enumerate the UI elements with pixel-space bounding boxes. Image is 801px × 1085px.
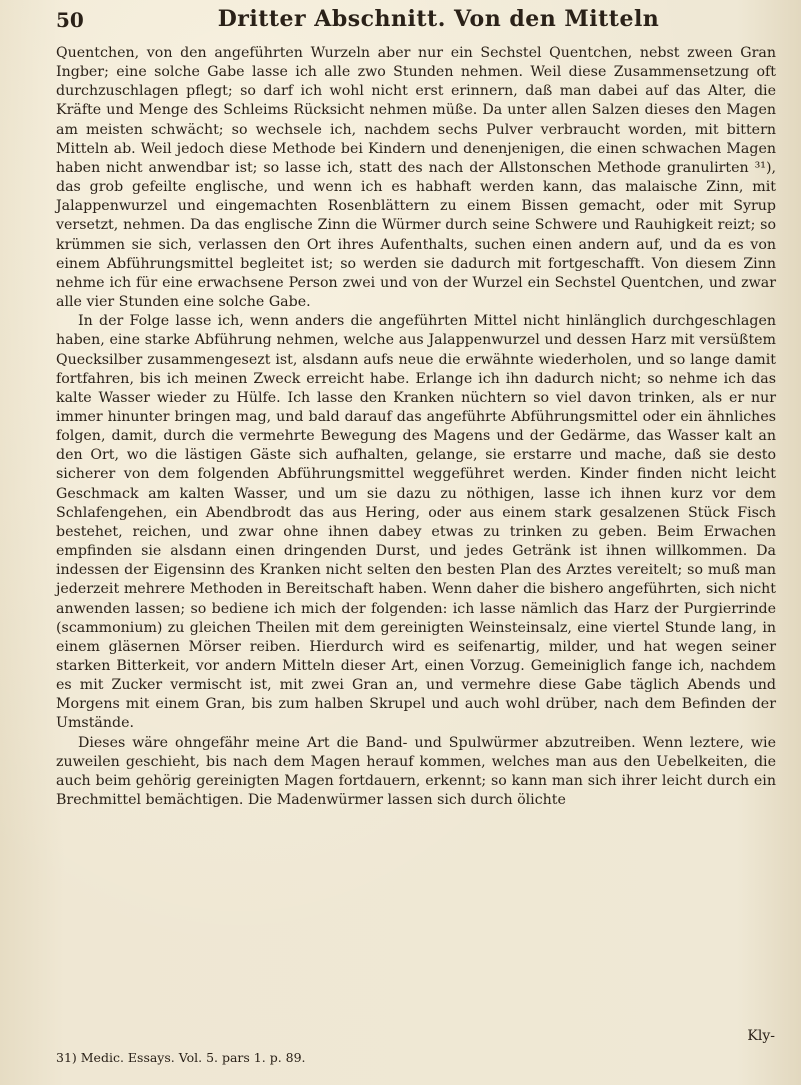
page-header <box>56 6 761 36</box>
paragraph: In der Folge lasse ich, wenn anders die angeführten Mittel nicht hinlänglich durchgeschlagen haben, eine starke Abführung nehmen, welche aus Jalappenwurzel und dessen Harz mit versüßtem Quecksilber zusammengesezt ist, alsdann aufs neue die erwähnte wiederholen, und so lange damit fortfahren, bis ich meinen Zweck erreicht habe. Erlange ich ihn dadurch nicht; so nehme ich das kalte Wasser wieder zu Hülfe. Ich lasse den Kranken nüchtern so viel davon trinken, als er nur immer hinunter bringen mag, und bald darauf das angeführte Abführungsmittel oder ein ähnliches folgen, damit, durch die vermehrte Bewegung des Magens und der Gedärme, das Wasser kalt an den Ort, wo die lästigen Gäste sich aufhalten, gelange, sie erstarre und mache, daß sie desto sicherer von dem folgenden Abführungsmittel weggeführet werden. Kinder finden nicht leicht Geschmack am kalten Wasser, und um sie dazu zu nöthigen, lasse ich ihnen kurz vor dem Schlafengehen, ein Abendbrodt das aus Hering, oder aus einem stark gesalzenen Stück Fisch bestehet, reichen, und zwar ohne ihnen dabey etwas zu trinken zu geben. Beim Erwachen empfinden sie alsdann einen dringenden Durst, und jedes Getränk ist ihnen willkommen. Da indessen der Eigensinn des Kranken nicht selten den besten Plan des Arztes vereitelt; so muß man jederzeit mehrere Methoden in Bereitschaft haben. Wenn daher die bishero angeführten, sich nicht anwenden lassen; so bediene ich mich der folgenden: ich lasse nämlich das Harz der Purgierrinde (scammonium) zu gleichen Theilen mit dem gereinigten Weinsteinsalz, eine viertel Stunde lang, in einem gläsernen Mörser reiben. Hierdurch wird es seifenartig, milder, und hat wegen seiner starken Bitterkeit, vor andern Mitteln dieser Art, einen Vorzug. Gemeiniglich fange ich, nachdem es mit Zucker vermischt ist, mit zwei Gran an, und vermehre diese Gabe täglich Abends und Morgens mit einem Gran, bis zum halben Skrupel und auch wohl drüber, nach dem Befinden der Umstände. <box>56 313 776 732</box>
running-head: Dritter Abschnitt. Von den Mitteln <box>217 6 660 32</box>
catchword: Kly- <box>747 1028 775 1044</box>
page-number: 50 <box>56 8 84 32</box>
footnote: 31) Medic. Essays. Vol. 5. pars 1. p. 89. <box>56 1050 306 1065</box>
body-text <box>56 44 776 810</box>
paragraph: Quentchen, von den angeführten Wurzeln aber nur ein Sechstel Quentchen, nebst zween Gran Ingber; eine solche Gabe lasse ich alle zwo Stunden nehmen. Weil diese Zusammensetzung oft durchzuschlagen pflegt; so darf ich wohl nicht erst erinnern, daß man dabei auf das Alter, die Kräfte und Menge des Schleims Rücksicht nehmen müße. Da unter allen Salzen dieses den Magen am meisten schwächt; so wechsele ich, nachdem sechs Pulver verbraucht worden, mit bittern Mitteln ab. Weil jedoch diese Methode bei Kindern und denenjenigen, die einen schwachen Magen haben nicht anwendbar ist; so lasse ich, statt des nach der Allstonschen Methode granulirten ³¹), das grob gefeilte englische, und wenn ich es habhaft werden kann, das malaische Zinn, mit Jalappenwurzel und eingemachten Rosenblättern zu einem Bissen gemacht, oder mit Syrup versetzt, nehmen. Da das englische Zinn die Würmer durch seine Schwere und Rauhigkeit reizt; so krümmen sie sich, verlassen den Ort ihres Aufenthalts, suchen einen andern auf, und da es von einem Abführungsmittel begleitet ist; so werden sie dadurch mit fortgeschafft. Von diesem Zinn nehme ich für eine erwachsene Person zwei und von der Wurzel ein Sechstel Quentchen, und zwar alle vier Stunden eine solche Gabe. <box>56 45 776 311</box>
paragraph: Dieses wäre ohngefähr meine Art die Band- und Spulwürmer abzutreiben. Wenn leztere, wie zuweilen geschieht, bis nach dem Magen herauf kommen, welches man aus den Uebelkeiten, die auch beim gehörig gereinigten Magen fortdauern, erkennt; so kann man sich ihrer leicht durch ein Brechmittel bemächtigen. Die Madenwürmer lassen sich durch ölichte <box>56 734 776 809</box>
